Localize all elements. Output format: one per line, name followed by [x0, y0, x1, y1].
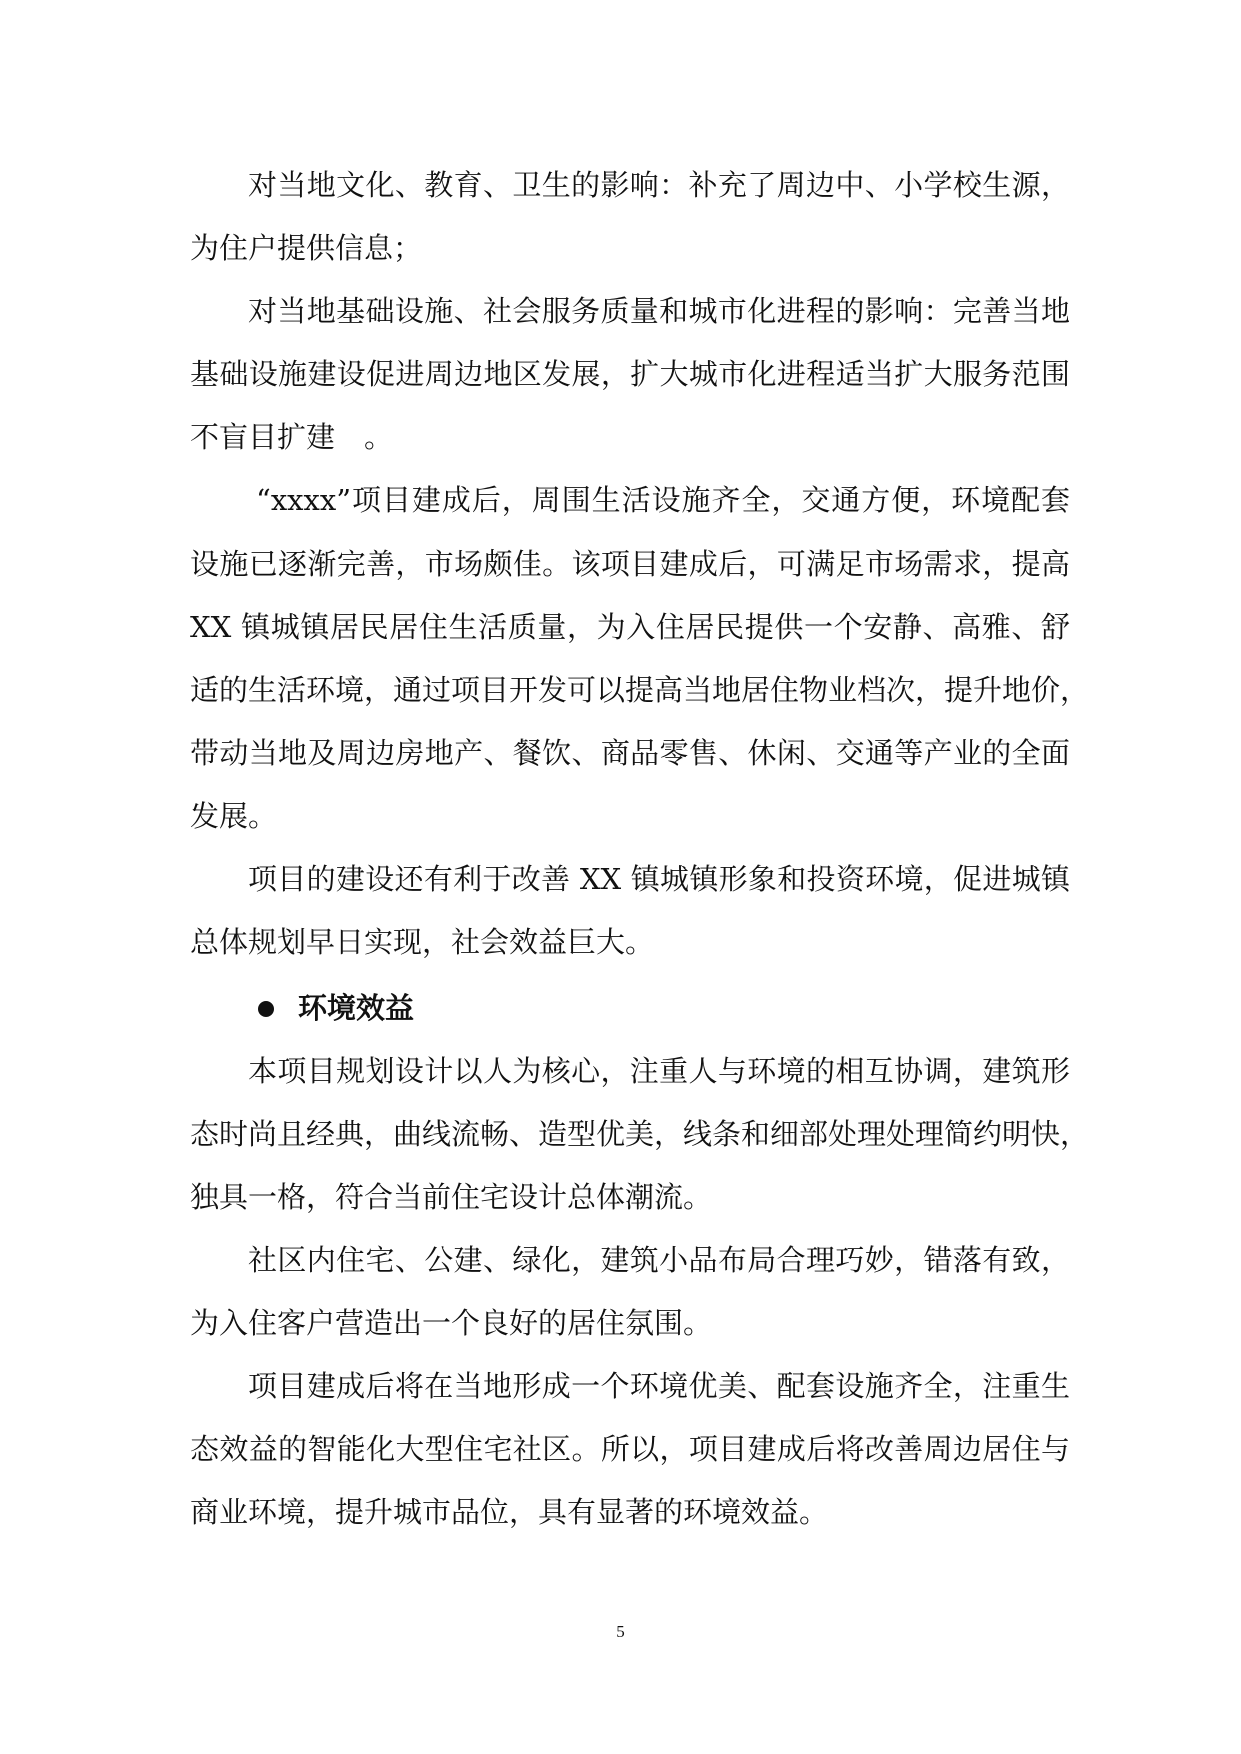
paragraph-line: 项目建成后将在当地形成一个环境优美、配套设施齐全，注重生 [248, 1369, 1070, 1403]
paragraph-line: 发展。 [190, 799, 278, 833]
paragraph-line: 基础设施建设促进周边地区发展，扩大城市化进程适当扩大服务范围 [190, 357, 1070, 391]
paragraph-line: 商业环境，提升城市品位，具有显著的环境效益。 [190, 1495, 829, 1529]
paragraph-line: 带动当地及周边房地产、餐饮、商品零售、休闲、交通等产业的全面 [190, 736, 1070, 770]
paragraph-line: 对当地基础设施、社会服务质量和城市化进程的影响：完善当地 [248, 294, 1070, 328]
paragraph-line: 对当地文化、教育、卫生的影响：补充了周边中、小学校生源， [248, 168, 1070, 202]
paragraph-line: 项目的建设还有利于改善 XX 镇城镇形象和投资环境，促进城镇 [248, 862, 1070, 896]
paragraph-line: 本项目规划设计以人为核心，注重人与环境的相互协调，建筑形 [248, 1054, 1070, 1088]
paragraph-line: 独具一格，符合当前住宅设计总体潮流。 [190, 1180, 713, 1214]
bullet-icon [258, 1001, 274, 1017]
paragraph-line: 总体规划早日实现，社会效益巨大。 [190, 925, 655, 959]
section-heading: 环境效益 [298, 991, 415, 1025]
paragraph-line: 态时尚且经典，曲线流畅、造型优美，线条和细部处理处理简约明快， [190, 1117, 1090, 1151]
paragraph-line: 不盲目扩建 。 [190, 420, 394, 454]
page-number: 5 [616, 1622, 625, 1641]
paragraph-line: 态效益的智能化大型住宅社区。所以，项目建成后将改善周边居住与 [190, 1432, 1070, 1466]
paragraph-line: 为住户提供信息； [190, 231, 423, 265]
paragraph-line: 社区内住宅、公建、绿化，建筑小品布局合理巧妙，错落有致， [248, 1243, 1070, 1277]
paragraph-line: XX 镇城镇居民居住生活质量，为入住居民提供一个安静、高雅、舒 [190, 610, 1070, 644]
paragraph-line: 为入住客户营造出一个良好的居住氛围。 [190, 1306, 713, 1340]
paragraph-line: 设施已逐渐完善，市场颇佳。该项目建成后，可满足市场需求，提高 [190, 547, 1070, 581]
paragraph-line: 适的生活环境，通过项目开发可以提高当地居住物业档次，提升地价， [190, 673, 1090, 707]
paragraph-line: “xxxx”项目建成后，周围生活设施齐全，交通方便，环境配套 [256, 483, 1070, 517]
